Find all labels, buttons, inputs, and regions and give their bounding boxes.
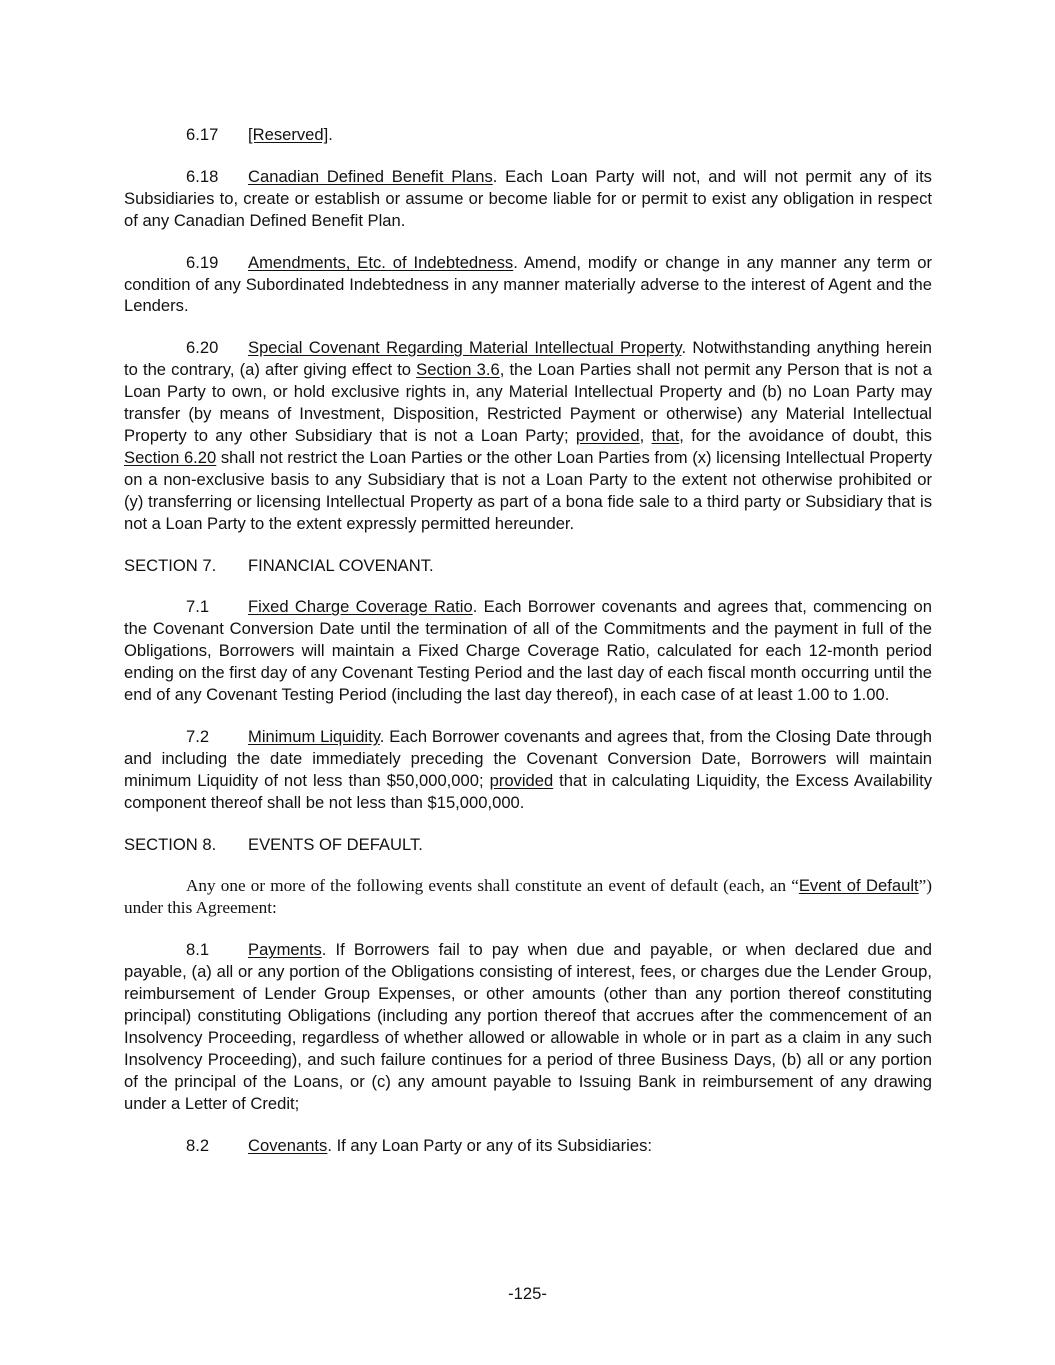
section-8-2 xyxy=(124,1135,932,1157)
heading-title: EVENTS OF DEFAULT. xyxy=(248,834,423,854)
section-title: [Reserved] xyxy=(248,125,329,144)
heading-number: SECTION 7. xyxy=(124,555,217,575)
section-number: 6.17 xyxy=(186,125,219,144)
section-6-20 xyxy=(124,337,932,534)
section-6-17 xyxy=(124,124,932,146)
cross-reference: Section 3.6 xyxy=(416,360,500,380)
section-8-1 xyxy=(124,939,932,1114)
section-number: 6.18 xyxy=(186,166,219,186)
section-text: Any one or more of the following events shall constitute an event of default (each, an “ xyxy=(186,876,799,896)
section-title: Payments xyxy=(248,940,322,960)
section-text: , for the avoidance of doubt, this xyxy=(679,425,932,445)
page-number: -125- xyxy=(508,1284,547,1303)
section-6-19 xyxy=(124,252,932,318)
section-7-heading xyxy=(124,555,932,577)
section-8-heading xyxy=(124,834,932,856)
section-number: 7.2 xyxy=(186,726,210,746)
section-title: Canadian Defined Benefit Plans xyxy=(248,166,493,186)
section-text: . Each Borrower covenants and agrees that, commencing on the Covenant Conversion Date until the termination of all of the Commitments and the payment in full of the Obligations, Borrowers will maintain a Fixed Charge Coverage Ratio, calculated for each 12-month period ending on the first day of any Covenant Testing Period and the last day of each fiscal month occurring until the end of any Covenant Testing Period (including the last day thereof), in each case of at least 1.00 to 1.00. xyxy=(124,597,932,705)
section-title: Special Covenant Regarding Material Intellectual Property xyxy=(248,338,682,358)
section-title: Fixed Charge Coverage Ratio xyxy=(248,597,473,617)
section-text: . Notwithstanding anything herein to the contrary, (a) after giving effect to xyxy=(124,338,932,380)
cross-reference: Section 6.20 xyxy=(124,447,217,467)
section-title: Minimum Liquidity xyxy=(248,726,380,746)
section-title: Covenants xyxy=(248,1135,328,1155)
section-text: . If Borrowers fail to pay when due and payable, or when declared due and payable, (a) all or any portion of the Obligations consisting of interest, fees, or charges due the Lender Group, reimbursement of Lender Group Expenses, or other amounts (other than any portion thereof constituting principal) constituting Obligations (including any portion thereof that accrues after the commencement of an Insolvency Proceeding, regardless of whether allowed or allowable in whole or in part as a claim in any such Insolvency Proceeding), and such failure continues for a period of three Business Days, (b) all or any portion of the principal of the Loans, or (c) any amount payable to Issuing Bank in reimbursement of any drawing under a Letter of Credit; xyxy=(124,940,932,1113)
section-8-intro xyxy=(124,875,932,919)
section-text: that in calculating Liquidity, the Excess Availability component thereof shall be not less than $15,000,000. xyxy=(124,770,932,812)
section-text: , xyxy=(639,425,652,445)
section-title: Amendments, Etc. of Indebtedness xyxy=(248,252,514,272)
section-text: shall not restrict the Loan Parties or the other Loan Parties from (x) licensing Intellectual Property on a non-exclusive basis to any Subsidiary that is not a Loan Party to the extent not otherwise prohibited or (y) transferring or licensing Intellectual Property as part of a bona fide sale to a third party or Subsidiary that is not a Loan Party to the extent expressly permitted hereunder. xyxy=(124,447,932,533)
section-number: 6.20 xyxy=(186,338,219,358)
section-text: . If any Loan Party or any of its Subsidiaries: xyxy=(327,1135,653,1155)
defined-term: provided xyxy=(575,425,640,445)
section-7-1 xyxy=(124,596,932,706)
section-number: 7.1 xyxy=(186,597,210,617)
section-text: ”) under this Agreement: xyxy=(124,876,932,918)
defined-term: that xyxy=(651,425,680,445)
section-number: 8.1 xyxy=(186,940,210,960)
section-number: 6.19 xyxy=(186,252,219,272)
heading-number: SECTION 8. xyxy=(124,834,217,854)
heading-title: FINANCIAL COVENANT. xyxy=(248,555,434,575)
section-text: . Each Borrower covenants and agrees that, from the Closing Date through and including the date immediately preceding the Covenant Conversion Date, Borrowers will maintain minimum Liquidity of not less than $50,000,000; xyxy=(124,726,933,790)
section-text: . xyxy=(328,125,333,144)
section-text: . Each Loan Party will not, and will not permit any of its Subsidiaries to, create or establish or assume or become liable for or permit to exist any obligation in respect of any Canadian Defined Benefit Plan. xyxy=(124,166,932,230)
defined-term: provided xyxy=(489,770,554,790)
section-text: , the Loan Parties shall not permit any Person that is not a Loan Party to own, or hold exclusive rights in, any Material Intellectual Property and (b) no Loan Party may transfer (by means of Investment, Disposition, Restricted Payment or otherwise) any Material Intellectual Property to any other Subsidiary that is not a Loan Party; xyxy=(124,360,932,445)
section-6-18 xyxy=(124,166,932,232)
section-text: . Amend, modify or change in any manner any term or condition of any Subordinated Indebtedness in any manner materially adverse to the interest of Agent and the Lenders. xyxy=(124,252,932,316)
section-7-2 xyxy=(124,726,932,814)
defined-term: Event of Default xyxy=(798,876,919,896)
section-number: 8.2 xyxy=(186,1135,210,1155)
document-page xyxy=(124,124,932,1176)
